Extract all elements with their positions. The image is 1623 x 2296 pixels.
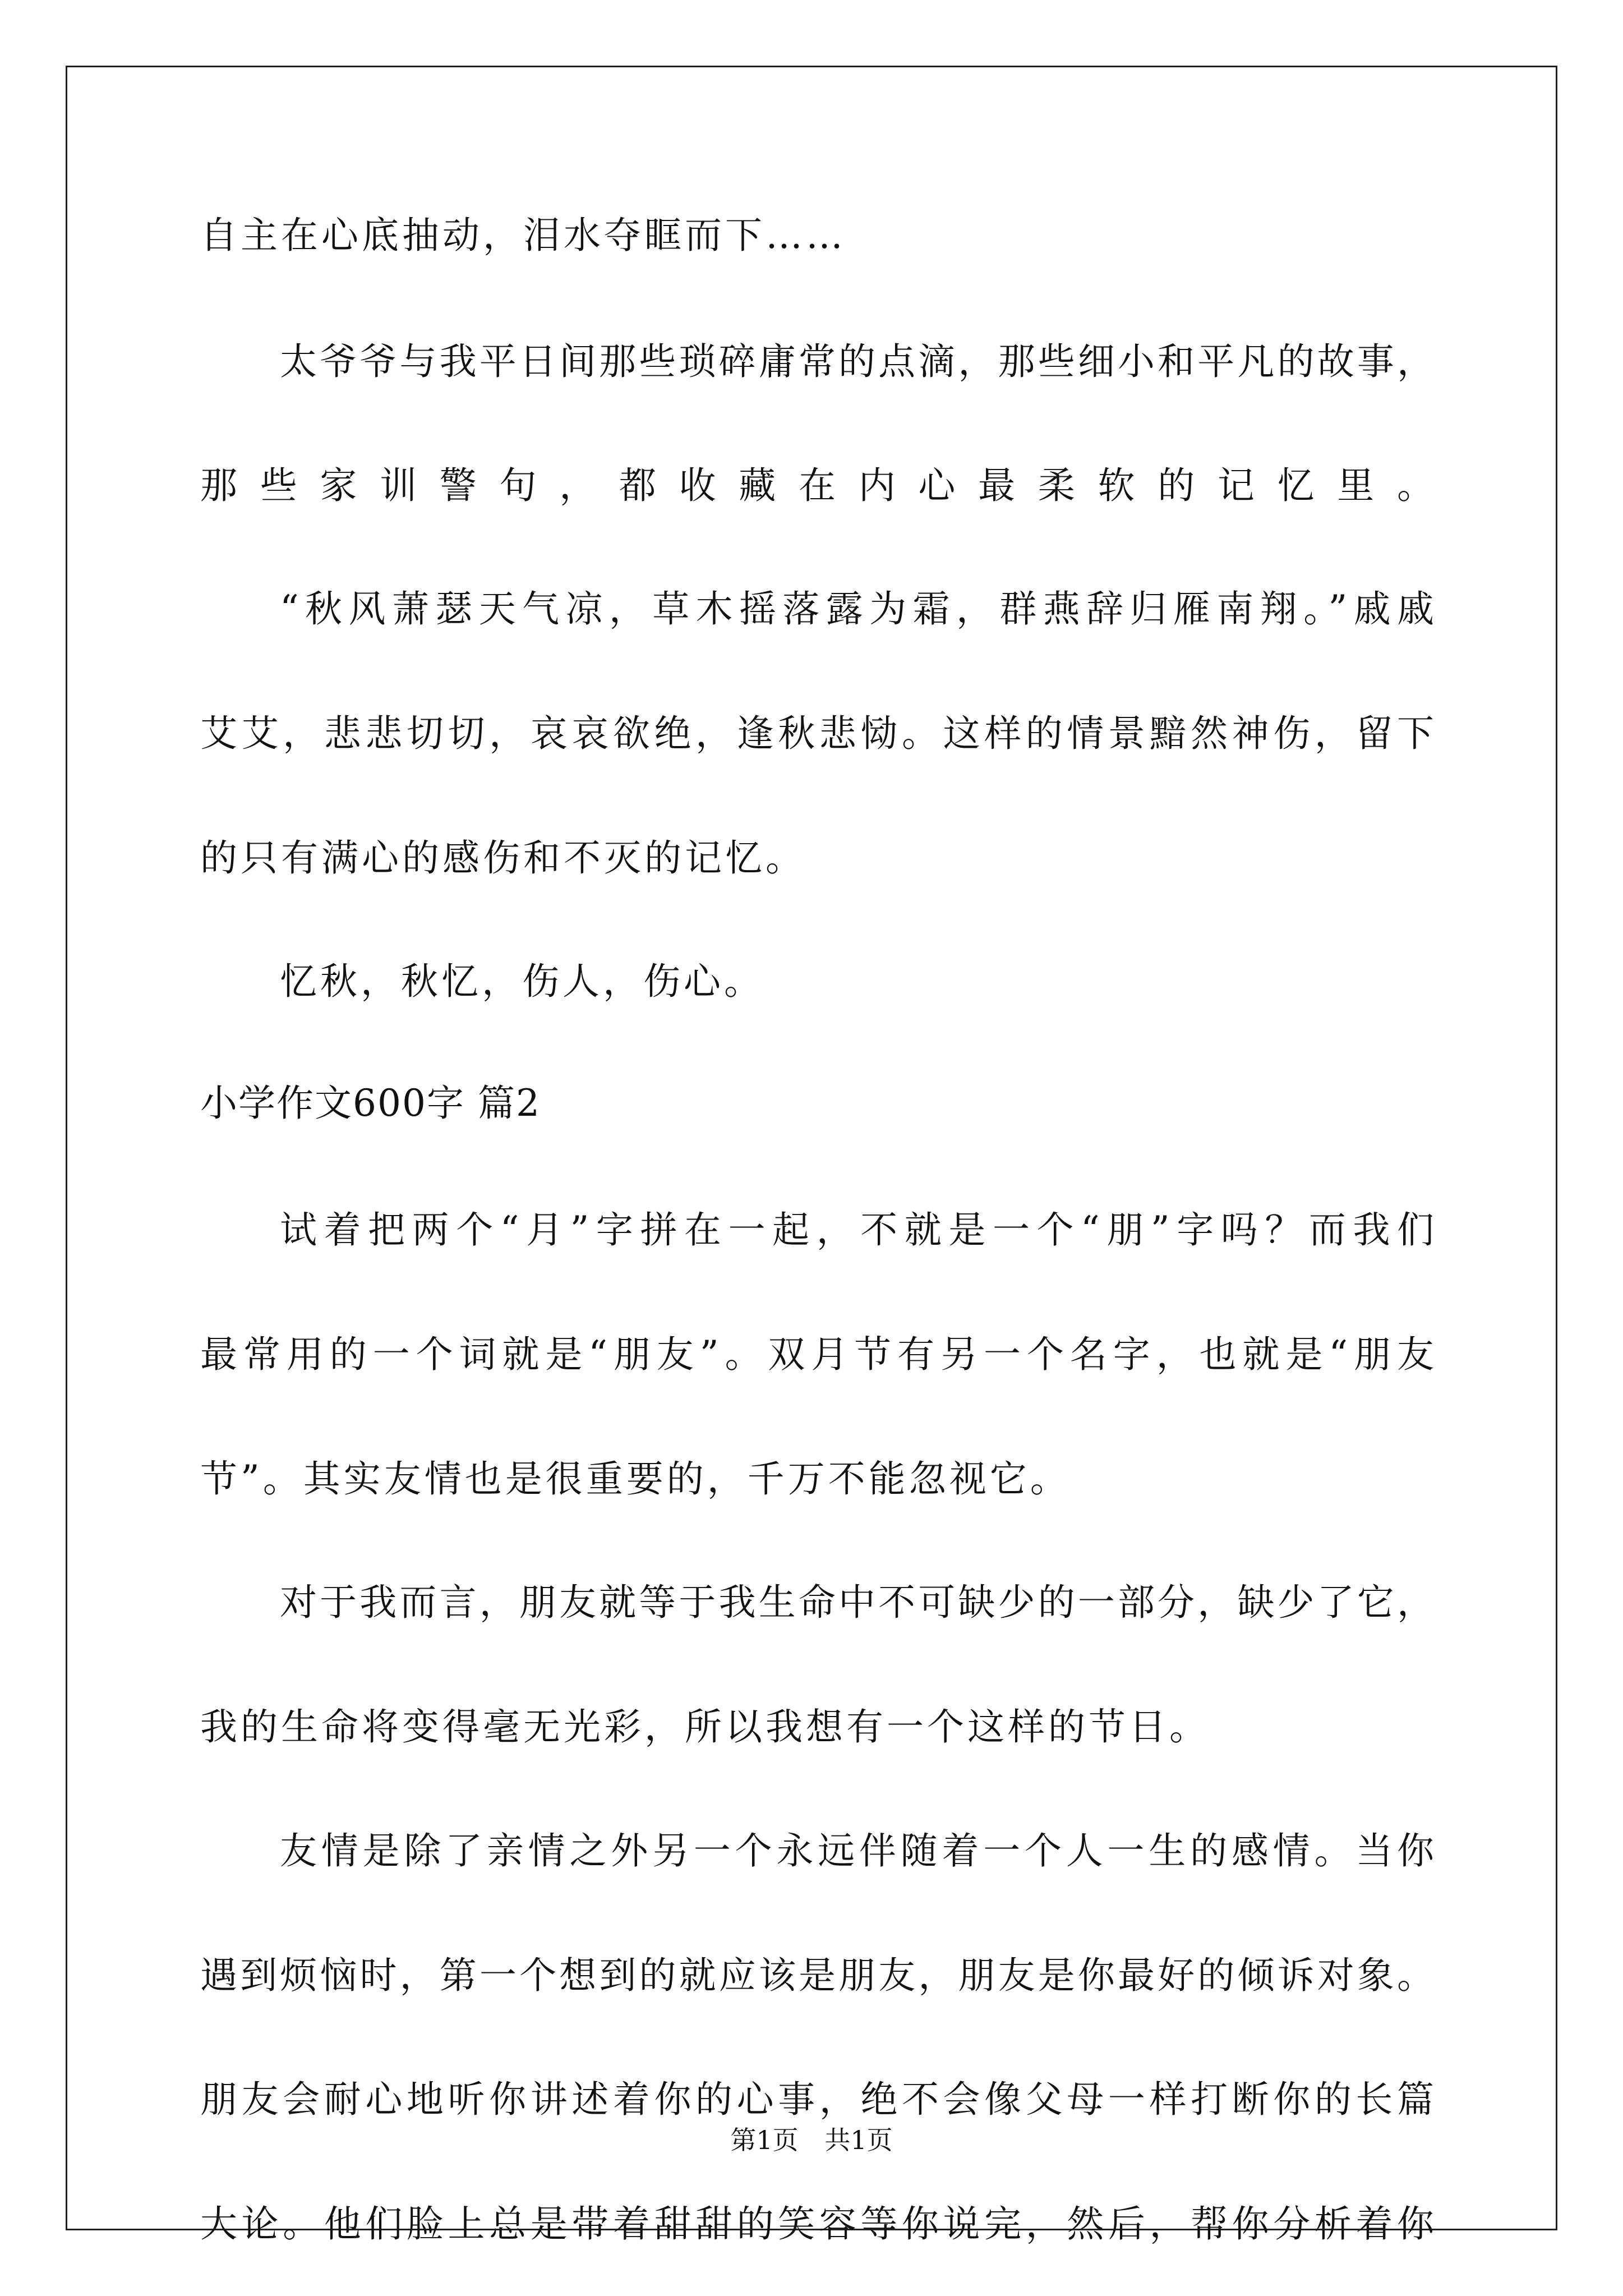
page-border (66, 66, 1557, 2230)
text-line-11: 节”。其实友情也是很重要的，千万不能忽视它。 (200, 1457, 1071, 1501)
text-line-12: 对于我而言，朋友就等于我生命中不可缺少的一部分，缺少了它， (280, 1581, 1434, 1624)
text-line-5: 艾艾，悲悲切切，哀哀欲绝，逢秋悲恸。这样的情景黯然神伤，留下 (200, 712, 1434, 755)
page-footer (0, 2123, 1623, 2157)
text-line-3: 那些家训警句，都收藏在内心最柔软的记忆里。 (200, 464, 1434, 507)
text-line-15: 遇到烦恼时，第一个想到的就应该是朋友，朋友是你最好的倾诉对象。 (200, 1954, 1434, 1997)
section-heading: 小学作文600字 篇2 (200, 1082, 541, 1125)
text-line-10: 最常用的一个词就是“朋友”。双月节有另一个名字，也就是“朋友 (200, 1333, 1434, 1376)
text-line-9: 试着把两个“月”字拼在一起，不就是一个“朋”字吗？而我们 (280, 1208, 1434, 1251)
page-number: 第1页 (730, 2125, 799, 2155)
text-line-7: 忆秋，秋忆，伤人，伤心。 (280, 960, 764, 1003)
text-line-1: 自主在心底抽动，泪水夺眶而下…… (200, 214, 846, 257)
text-line-4: “秋风萧瑟天气凉，草木摇落露为霜，群燕辞归雁南翔。”戚戚 (280, 587, 1434, 631)
text-line-14: 友情是除了亲情之外另一个永远伴随着一个人一生的感情。当你 (280, 1829, 1434, 1872)
text-line-13: 我的生命将变得毫无光彩，所以我想有一个这样的节日。 (200, 1705, 1210, 1749)
text-line-17: 大论。他们脸上总是带着甜甜的笑容等你说完，然后，帮你分析着你 (200, 2202, 1434, 2246)
page-total: 共1页 (824, 2125, 893, 2155)
text-line-6: 的只有满心的感伤和不灭的记忆。 (200, 836, 806, 880)
text-line-2: 太爷爷与我平日间那些琐碎庸常的点滴，那些细小和平凡的故事， (280, 340, 1434, 383)
text-line-16: 朋友会耐心地听你讲述着你的心事，绝不会像父母一样打断你的长篇 (200, 2078, 1434, 2121)
